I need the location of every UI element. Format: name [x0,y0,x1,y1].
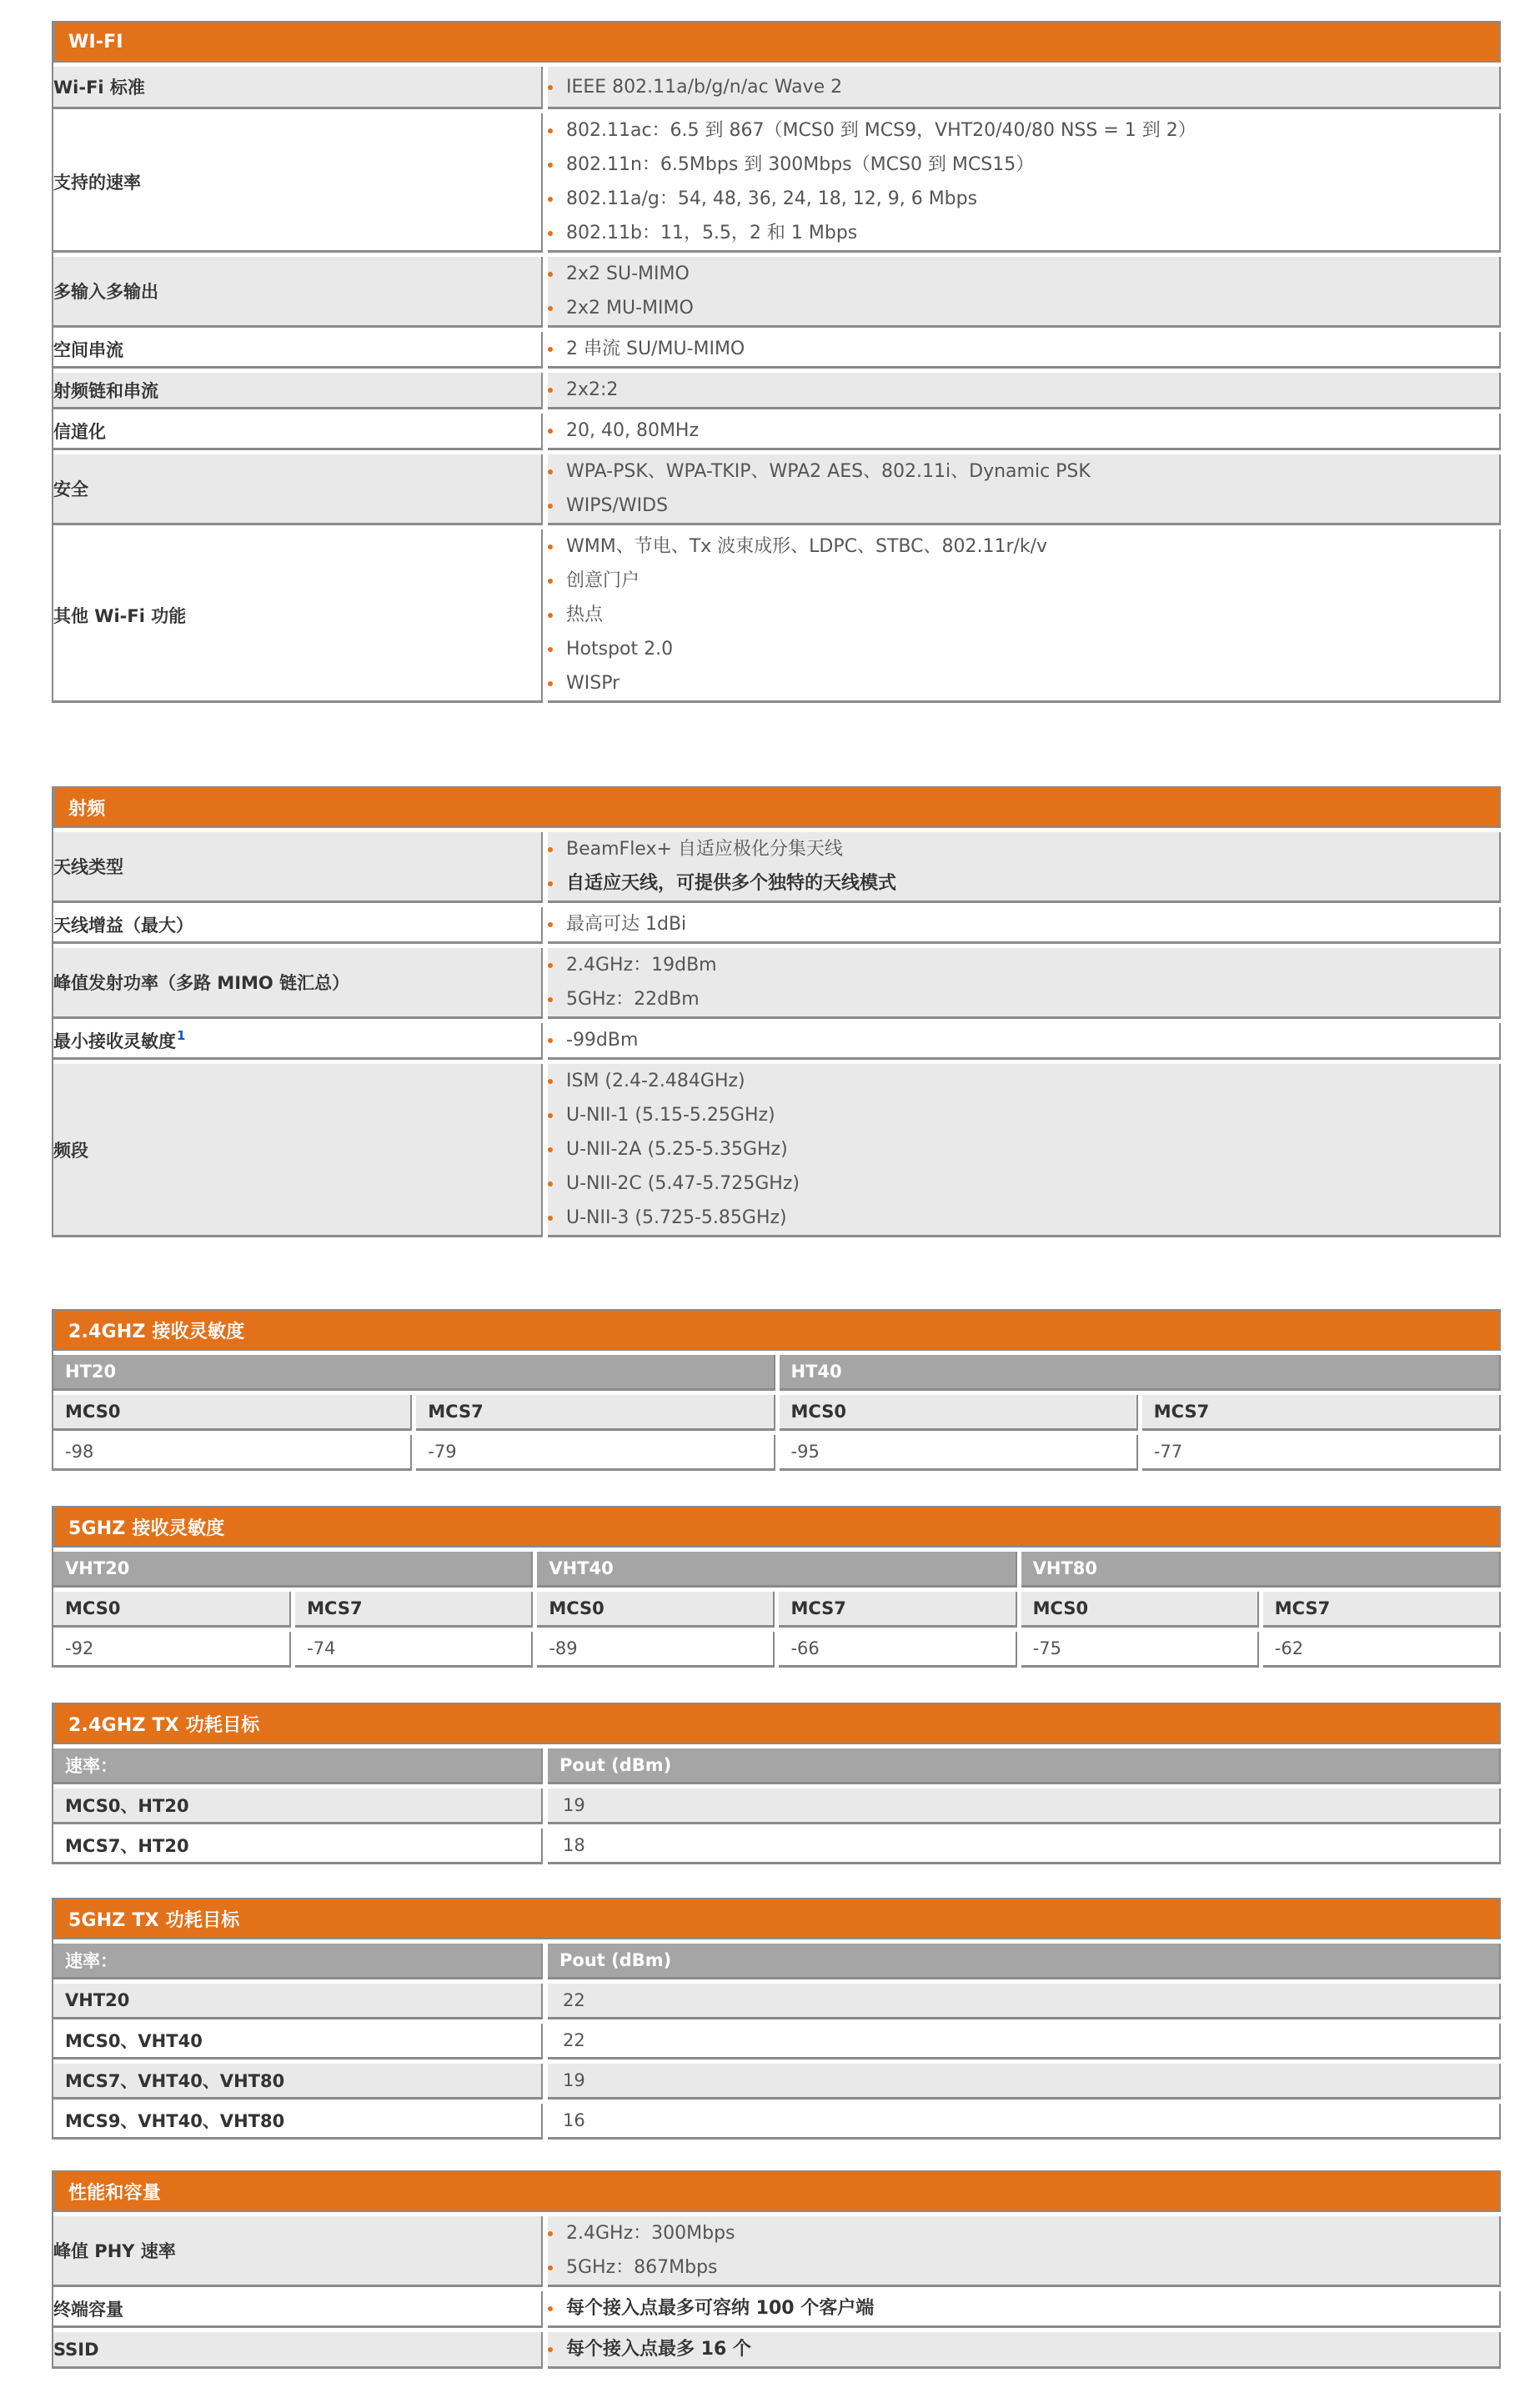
spec-row [53,948,1501,1019]
bullet-icon [548,2231,553,2236]
list-item: 2x2 SU-MIMO [548,257,1499,291]
spec-row [53,332,1501,369]
sensitivity-value: -74 [295,1632,533,1668]
tx5-section [52,1898,1501,2140]
bullet-icon [548,544,553,549]
spec-value [548,529,1501,703]
bullet-icon [548,613,553,618]
table-row [53,2024,1501,2059]
spec-value [548,948,1501,1019]
tx5-section-title: 5GHZ TX 功耗目标 [53,1898,1501,1939]
spec-label: Wi-Fi 标准 [53,67,543,109]
table-row [53,1788,1501,1824]
spec-row [53,373,1501,409]
spec-value [548,1023,1501,1060]
spec-label: SSID [53,2332,543,2369]
sensitivity-value: -62 [1263,1632,1501,1668]
sensitivity-value: -98 [53,1435,412,1471]
rate-cell: VHT20 [53,1984,543,2019]
sens24-section-title: 2.4GHZ 接收灵敏度 [53,1309,1501,1351]
list-item: 802.11n：6.5Mbps 到 300Mbps（MCS0 到 MCS15） [548,148,1499,182]
bullet-icon [548,306,553,311]
list-item: 802.11ac：6.5 到 867（MCS0 到 MCS9，VHT20/40/80 NSS = 1 到 2） [548,113,1499,148]
bullet-icon [548,1079,553,1084]
bullet-icon [548,579,553,584]
perf-section [52,2170,1501,2369]
wifi-section-title: WI-FI [53,21,1501,63]
list-item: 5GHz：22dBm [548,982,1499,1016]
bullet-icon [548,388,553,393]
spec-row [53,1064,1501,1237]
column-header-row [53,1944,1501,1979]
spec-row [53,2216,1501,2287]
rate-cell: MCS0、VHT40 [53,2024,543,2059]
perf-table [52,2170,1501,2369]
sens24-table [52,1309,1501,1471]
list-item: U-NII-2C (5.47-5.725GHz) [548,1166,1499,1201]
list-item: 802.11b：11，5.5，2 和 1 Mbps [548,216,1499,250]
rate-column-header: 速率： [53,1748,543,1784]
sensitivity-value: -79 [416,1435,775,1471]
sens5-section-title: 5GHZ 接收灵敏度 [53,1506,1501,1548]
bullet-icon [548,681,553,686]
list-item: 802.11a/g：54, 48, 36, 24, 18, 12, 9, 6 Mbps [548,182,1499,216]
mcs-header-row [53,1592,1501,1628]
rate-cell: MCS9、VHT40、VHT80 [53,2104,543,2140]
spec-value [548,67,1501,109]
rate-cell: MCS0、HT20 [53,1788,543,1824]
spec-row [53,67,1501,109]
spec-row [53,1023,1501,1060]
spec-value [548,373,1501,409]
mcs-header: MCS7 [779,1592,1016,1628]
spec-label: 多输入多输出 [53,257,543,328]
bullet-icon [548,997,553,1002]
pout-cell: 19 [548,1788,1501,1824]
rate-cell: MCS7、VHT40、VHT80 [53,2064,543,2099]
bullet-icon [548,647,553,652]
pout-cell: 22 [548,1984,1501,2019]
mcs-header-row [53,1395,1501,1431]
spec-row [53,907,1501,944]
sensitivity-value: -75 [1021,1632,1259,1668]
list-item: 2x2:2 [548,373,1499,407]
bullet-icon [548,881,553,886]
spec-label: 射频链和串流 [53,373,543,409]
group-header: HT40 [780,1355,1502,1391]
rf-table [52,786,1501,1237]
spec-label: 最小接收灵敏度$^1$ [53,1023,543,1060]
spec-row [53,2332,1501,2369]
tx24-table [52,1703,1501,1864]
list-item: WIPS/WIDS [548,489,1499,523]
bullet-icon [548,197,553,202]
list-item: 2.4GHz：300Mbps [548,2216,1499,2250]
sens24-section [52,1309,1501,1471]
pout-cell: 22 [548,2024,1501,2059]
list-item: 2x2 MU-MIMO [548,291,1499,325]
spec-value [548,113,1501,253]
list-item: U-NII-3 (5.725-5.85GHz) [548,1201,1499,1235]
bullet-icon [548,231,553,236]
list-item: 热点 [548,598,1499,632]
rate-column-header: 速率： [53,1944,543,1979]
wifi-table [52,21,1501,703]
table-row [53,2104,1501,2140]
spec-row [53,113,1501,253]
pout-column-header: Pout (dBm) [548,1748,1501,1784]
spec-value [548,2332,1501,2369]
spec-label: 峰值 PHY 速率 [53,2216,543,2287]
list-item: BeamFlex+ 自适应极化分集天线 [548,832,1499,866]
spec-label: 其他 Wi-Fi 功能 [53,529,543,703]
list-item: ISM (2.4-2.484GHz) [548,1064,1499,1098]
spec-value [548,832,1501,903]
bullet-icon [548,922,553,927]
list-item: 自适应天线，可提供多个独特的天线模式 [548,866,1499,900]
list-item: WISPr [548,666,1499,700]
list-item: WPA-PSK、WPA-TKIP、WPA2 AES、802.11i、Dynamic PSK [548,454,1499,489]
rf-section [52,786,1501,1237]
mcs-header: MCS7 [295,1592,533,1628]
spec-value [548,332,1501,369]
bullet-icon [548,1181,553,1186]
bullet-icon [548,469,553,474]
bullet-icon [548,85,553,90]
spec-label: 安全 [53,454,543,525]
list-item: WMM、节电、Tx 波束成形、LDPC、STBC、802.11r/k/v [548,529,1499,564]
spec-value [548,414,1501,450]
group-header-row [53,1552,1501,1588]
list-item: 2.4GHz：19dBm [548,948,1499,982]
mcs-header: MCS0 [537,1592,775,1628]
spec-value [548,907,1501,944]
list-item: Hotspot 2.0 [548,632,1499,666]
table-row [53,2064,1501,2099]
spec-value [548,454,1501,525]
mcs-header: MCS7 [416,1395,775,1431]
list-item: 最高可达 1dBi [548,907,1499,941]
list-item: U-NII-1 (5.15-5.25GHz) [548,1098,1499,1132]
tx24-section-title: 2.4GHZ TX 功耗目标 [53,1703,1501,1744]
mcs-header: MCS0 [53,1395,412,1431]
spec-value [548,2216,1501,2287]
rate-cell: MCS7、HT20 [53,1829,543,1864]
spec-label: 终端容量 [53,2291,543,2328]
group-header-row [53,1355,1501,1391]
bullet-icon [548,1038,553,1043]
spec-label: 空间串流 [53,332,543,369]
bullet-icon [548,347,553,352]
sensitivity-value: -66 [779,1632,1016,1668]
spec-value [548,2291,1501,2328]
list-item: U-NII-2A (5.25-5.35GHz) [548,1132,1499,1166]
sensitivity-value: -95 [780,1435,1138,1471]
table-row [53,1632,1501,1668]
rf-section-title: 射频 [53,786,1501,828]
spec-label: 信道化 [53,414,543,450]
table-row [53,1984,1501,2019]
bullet-icon [548,2306,553,2311]
bullet-icon [548,1147,553,1152]
list-item: 每个接入点最多 16 个 [548,2332,1499,2366]
group-header: VHT40 [537,1552,1016,1588]
pout-cell: 16 [548,2104,1501,2140]
table-row [53,1435,1501,1471]
spec-row [53,529,1501,703]
tx24-section [52,1703,1501,1864]
spec-label: 频段 [53,1064,543,1237]
mcs-header: MCS0 [1021,1592,1259,1628]
bullet-icon [548,504,553,509]
mcs-header: MCS7 [1142,1395,1501,1431]
spec-row [53,414,1501,450]
spec-row [53,2291,1501,2328]
footnote-link[interactable]: 1 [177,1027,186,1043]
mcs-header: MCS7 [1263,1592,1501,1628]
group-header: VHT20 [53,1552,533,1588]
bullet-icon [548,2265,553,2270]
list-item: 5GHz：867Mbps [548,2250,1499,2285]
pout-cell: 18 [548,1829,1501,1864]
spec-row [53,257,1501,328]
bullet-icon [548,429,553,434]
sensitivity-value: -92 [53,1632,291,1668]
bullet-icon [548,2347,553,2352]
mcs-header: MCS0 [53,1592,291,1628]
bullet-icon [548,1113,553,1118]
spec-value [548,257,1501,328]
spec-label: 支持的速率 [53,113,543,253]
pout-column-header: Pout (dBm) [548,1944,1501,1979]
sensitivity-value: -89 [537,1632,775,1668]
perf-section-title: 性能和容量 [53,2170,1501,2212]
table-row [53,1829,1501,1864]
spec-label: 天线类型 [53,832,543,903]
group-header: VHT80 [1021,1552,1501,1588]
list-item: 每个接入点最多可容纳 100 个客户端 [548,2291,1499,2325]
tx5-table [52,1898,1501,2140]
bullet-icon [548,272,553,277]
list-item: 创意门户 [548,564,1499,598]
bullet-icon [548,163,553,168]
sens5-section [52,1506,1501,1668]
spec-value [548,1064,1501,1237]
bullet-icon [548,847,553,852]
wifi-section [52,21,1501,703]
sens5-table [52,1506,1501,1668]
bullet-icon [548,1216,553,1221]
list-item: -99dBm [548,1023,1499,1057]
pout-cell: 19 [548,2064,1501,2099]
sensitivity-value: -77 [1142,1435,1501,1471]
spec-row [53,454,1501,525]
list-item: IEEE 802.11a/b/g/n/ac Wave 2 [548,70,1499,104]
group-header: HT20 [53,1355,775,1391]
spec-label: 天线增益（最大） [53,907,543,944]
list-item: 2 串流 SU/MU-MIMO [548,332,1499,366]
list-item: 20, 40, 80MHz [548,414,1499,448]
spec-row [53,832,1501,903]
spec-label: 峰值发射功率（多路 MIMO 链汇总） [53,948,543,1019]
column-header-row [53,1748,1501,1784]
mcs-header: MCS0 [780,1395,1138,1431]
bullet-icon [548,128,553,133]
bullet-icon [548,963,553,968]
